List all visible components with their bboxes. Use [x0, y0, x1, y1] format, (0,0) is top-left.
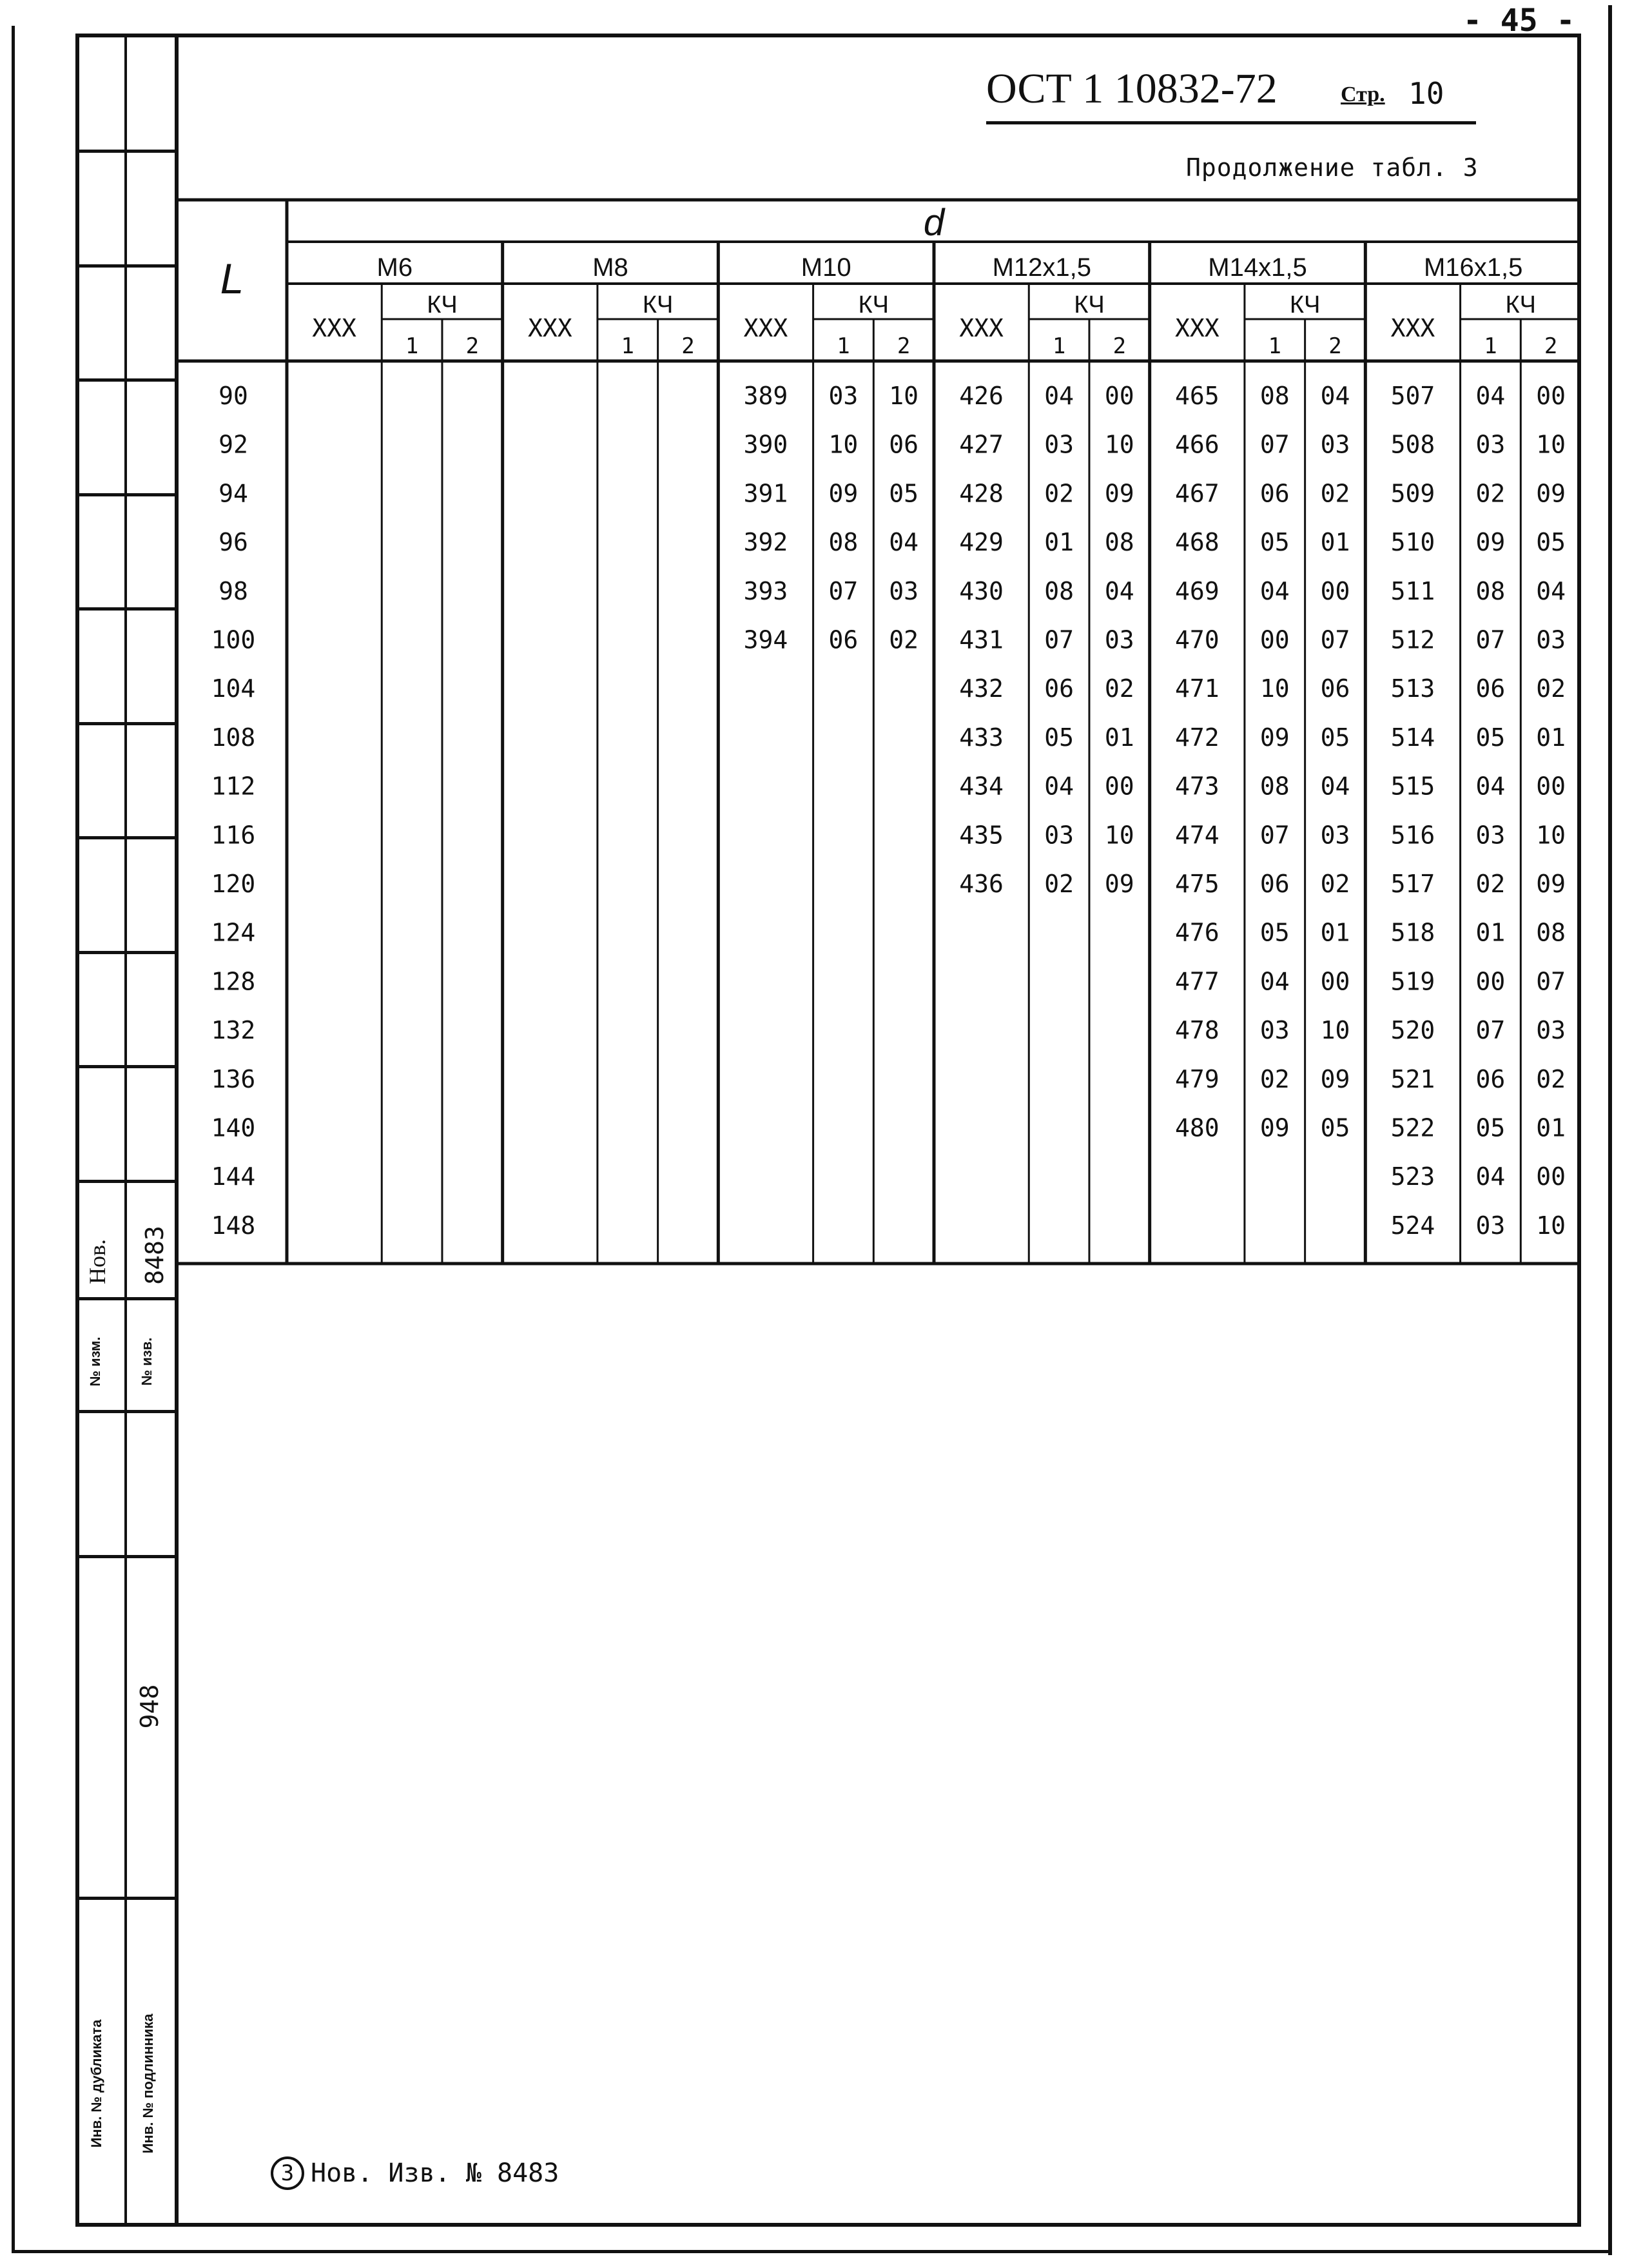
cell-kch1-value: 02 [1475, 479, 1506, 508]
cell-kch1-value: 04 [1044, 382, 1074, 410]
cell-kch1-value: 05 [1259, 528, 1290, 557]
cell-kch2-value: 07 [1536, 967, 1566, 996]
cell-kch1-value: 03 [828, 382, 859, 410]
row-l-value: 90 [219, 382, 248, 410]
cell-kch1-value: 05 [1044, 723, 1074, 752]
cell-xxx-value: 524 [1390, 1211, 1435, 1240]
size-header-6: М16x1,5 [1423, 253, 1523, 282]
cell-xxx-value: 392 [743, 528, 788, 557]
cell-kch1-value: 09 [828, 479, 859, 508]
cell-xxx-value: 517 [1390, 870, 1435, 898]
cell-xxx-value: 394 [743, 625, 788, 654]
cell-kch1-value: 06 [1475, 1064, 1506, 1093]
cell-xxx-value: 518 [1390, 918, 1435, 947]
kch-header-label: КЧ [1505, 291, 1537, 318]
cell-kch2-value: 01 [1104, 723, 1134, 752]
cell-xxx-value: 470 [1174, 625, 1220, 654]
table-continuation-title: Продолжение табл. 3 [1186, 153, 1479, 182]
cell-kch2-value: 05 [1536, 528, 1566, 557]
cell-kch1-value: 06 [1475, 674, 1506, 703]
cell-kch2-value: 00 [1320, 967, 1350, 996]
cell-kch2-value: 02 [889, 625, 919, 654]
cell-kch1-value: 02 [1044, 479, 1074, 508]
cell-kch2-value: 10 [1104, 430, 1134, 459]
cell-kch2-value: 02 [1104, 674, 1134, 703]
cell-kch1-value: 07 [1259, 821, 1290, 850]
cell-kch2-value: 00 [1320, 576, 1350, 605]
cell-kch2-value: 04 [1104, 576, 1134, 605]
cell-kch2-value: 05 [889, 479, 919, 508]
kch-sub-2-label: 2 [465, 333, 480, 359]
cell-xxx-value: 515 [1390, 772, 1435, 801]
cell-kch1-value: 09 [1475, 528, 1506, 557]
xxx-header-label: XXX [959, 314, 1004, 342]
kch-sub-1-label: 1 [837, 333, 850, 359]
kch-sub-1-label: 1 [1484, 333, 1497, 359]
size-header-3: М10 [801, 253, 851, 282]
cell-kch2-value: 09 [1536, 479, 1566, 508]
row-l-value: 148 [211, 1211, 256, 1240]
cell-kch1-value: 03 [1259, 1016, 1290, 1045]
cell-xxx-value: 522 [1390, 1113, 1435, 1142]
cell-kch2-value: 00 [1104, 772, 1134, 801]
cell-kch2-value: 01 [1320, 528, 1350, 557]
izm-label-1: № изм. [87, 1336, 103, 1387]
cell-kch1-value: 00 [1475, 967, 1506, 996]
cell-kch2-value: 02 [1536, 674, 1566, 703]
xxx-header-label: XXX [1390, 314, 1435, 342]
cell-kch2-value: 06 [889, 430, 919, 459]
cell-xxx-value: 475 [1174, 870, 1220, 898]
duplicate-label: Инв. № дубликата [88, 2019, 104, 2148]
cell-xxx-value: 507 [1390, 382, 1435, 410]
cell-xxx-value: 512 [1390, 625, 1435, 654]
cell-xxx-value: 519 [1390, 967, 1435, 996]
cell-kch1-value: 03 [1044, 430, 1074, 459]
cell-kch1-value: 06 [1044, 674, 1074, 703]
cell-kch1-value: 10 [828, 430, 859, 459]
kch-sub-1-label: 1 [1268, 333, 1282, 359]
cell-kch2-value: 01 [1320, 918, 1350, 947]
cell-xxx-value: 389 [743, 382, 788, 410]
cell-kch2-value: 06 [1320, 674, 1350, 703]
cell-kch1-value: 04 [1475, 1162, 1506, 1191]
xxx-header-label: XXX [312, 314, 356, 342]
cell-kch1-value: 03 [1044, 821, 1074, 850]
cell-xxx-value: 511 [1390, 576, 1435, 605]
cell-kch1-value: 06 [828, 625, 859, 654]
cell-kch1-value: 05 [1475, 723, 1506, 752]
cell-kch2-value: 02 [1320, 479, 1350, 508]
row-l-value: 124 [211, 918, 256, 947]
row-l-value: 112 [211, 772, 256, 801]
cell-kch2-value: 03 [1320, 821, 1350, 850]
cell-kch2-value: 10 [1536, 821, 1566, 850]
cell-xxx-value: 469 [1174, 576, 1220, 605]
cell-xxx-value: 479 [1174, 1064, 1220, 1093]
duplicate-value: 948 [135, 1684, 164, 1729]
cell-xxx-value: 465 [1174, 382, 1220, 410]
cell-kch1-value: 08 [1044, 576, 1074, 605]
row-l-value: 96 [219, 528, 248, 557]
cell-kch1-value: 06 [1259, 870, 1290, 898]
cell-kch2-value: 03 [1536, 1016, 1566, 1045]
cell-kch1-value: 01 [1044, 528, 1074, 557]
row-l-value: 128 [211, 967, 256, 996]
cell-kch2-value: 04 [1320, 772, 1350, 801]
cell-kch1-value: 04 [1475, 382, 1506, 410]
cell-kch1-value: 07 [828, 576, 859, 605]
kch-sub-2-label: 2 [897, 333, 911, 359]
izm-label-2: № изв. [139, 1337, 155, 1386]
cell-kch1-value: 07 [1475, 625, 1506, 654]
cell-xxx-value: 508 [1390, 430, 1435, 459]
xxx-header-label: XXX [743, 314, 788, 342]
cell-kch1-value: 00 [1259, 625, 1290, 654]
cell-kch2-value: 03 [1536, 625, 1566, 654]
cell-kch2-value: 04 [889, 528, 919, 557]
cell-xxx-value: 429 [959, 528, 1004, 557]
d-header-label: d [923, 202, 945, 244]
cell-kch2-value: 08 [1536, 918, 1566, 947]
cell-kch2-value: 01 [1536, 723, 1566, 752]
cell-kch2-value: 04 [1536, 576, 1566, 605]
revision-note-text: Нов. Изв. № 8483 [311, 2158, 559, 2188]
cell-xxx-value: 516 [1390, 821, 1435, 850]
cell-kch2-value: 08 [1104, 528, 1134, 557]
cell-xxx-value: 523 [1390, 1162, 1435, 1191]
cell-xxx-value: 433 [959, 723, 1004, 752]
row-l-value: 140 [211, 1113, 256, 1142]
cell-kch2-value: 01 [1536, 1113, 1566, 1142]
page-number: - 45 - [1463, 3, 1575, 39]
page-label: Стр. [1341, 83, 1385, 106]
kch-sub-1-label: 1 [621, 333, 635, 359]
cell-xxx-value: 391 [743, 479, 788, 508]
cell-kch2-value: 00 [1536, 382, 1566, 410]
revision-note [271, 2156, 559, 2190]
cell-kch2-value: 02 [1536, 1064, 1566, 1093]
cell-kch1-value: 09 [1259, 723, 1290, 752]
cell-xxx-value: 393 [743, 576, 788, 605]
cell-kch1-value: 03 [1475, 1211, 1506, 1240]
cell-kch1-value: 02 [1475, 870, 1506, 898]
cell-kch1-value: 04 [1259, 967, 1290, 996]
kch-sub-2-label: 2 [1328, 333, 1342, 359]
kch-sub-2-label: 2 [1544, 333, 1558, 359]
cell-xxx-value: 432 [959, 674, 1004, 703]
row-l-value: 120 [211, 870, 256, 898]
cell-xxx-value: 521 [1390, 1064, 1435, 1093]
cell-kch1-value: 08 [828, 528, 859, 557]
l-header-label: L [220, 255, 244, 302]
cell-kch2-value: 00 [1536, 772, 1566, 801]
cell-xxx-value: 478 [1174, 1016, 1220, 1045]
cell-xxx-value: 434 [959, 772, 1004, 801]
row-l-value: 92 [219, 430, 248, 459]
cell-xxx-value: 466 [1174, 430, 1220, 459]
cell-kch1-value: 08 [1475, 576, 1506, 605]
cell-xxx-value: 520 [1390, 1016, 1435, 1045]
size-header-4: М12x1,5 [992, 253, 1092, 282]
cell-kch2-value: 00 [1104, 382, 1134, 410]
kch-sub-2-label: 2 [681, 333, 695, 359]
cell-xxx-value: 472 [1174, 723, 1220, 752]
xxx-header-label: XXX [527, 314, 572, 342]
cell-kch1-value: 08 [1259, 382, 1290, 410]
cell-xxx-value: 468 [1174, 528, 1220, 557]
cell-xxx-value: 514 [1390, 723, 1435, 752]
cell-kch1-value: 06 [1259, 479, 1290, 508]
cell-kch1-value: 02 [1044, 870, 1074, 898]
cell-xxx-value: 431 [959, 625, 1004, 654]
cell-kch2-value: 05 [1320, 723, 1350, 752]
cell-kch1-value: 07 [1475, 1016, 1506, 1045]
cell-kch1-value: 04 [1044, 772, 1074, 801]
cell-kch1-value: 07 [1044, 625, 1074, 654]
cell-kch2-value: 07 [1320, 625, 1350, 654]
cell-kch1-value: 08 [1259, 772, 1290, 801]
cell-xxx-value: 477 [1174, 967, 1220, 996]
cell-kch2-value: 00 [1536, 1162, 1566, 1191]
cell-xxx-value: 474 [1174, 821, 1220, 850]
cell-xxx-value: 435 [959, 821, 1004, 850]
row-l-value: 94 [219, 479, 248, 508]
cell-kch1-value: 04 [1259, 576, 1290, 605]
cell-kch1-value: 05 [1475, 1113, 1506, 1142]
cell-kch1-value: 10 [1259, 674, 1290, 703]
kch-sub-1-label: 1 [1052, 333, 1066, 359]
cell-kch1-value: 02 [1259, 1064, 1290, 1093]
cell-kch1-value: 01 [1475, 918, 1506, 947]
cell-kch1-value: 07 [1259, 430, 1290, 459]
cell-kch2-value: 09 [1104, 870, 1134, 898]
row-l-value: 100 [211, 625, 256, 654]
kch-header-label: КЧ [858, 291, 889, 318]
cell-kch2-value: 09 [1104, 479, 1134, 508]
cell-kch2-value: 05 [1320, 1113, 1350, 1142]
cell-kch2-value: 03 [889, 576, 919, 605]
cell-xxx-value: 480 [1174, 1113, 1220, 1142]
size-header-5: М14x1,5 [1208, 253, 1307, 282]
original-label: Инв. № подлинника [140, 2013, 156, 2154]
cell-kch2-value: 09 [1320, 1064, 1350, 1093]
page-value: 10 [1408, 76, 1444, 111]
cell-xxx-value: 510 [1390, 528, 1435, 557]
size-header-2: М8 [592, 253, 628, 282]
cell-xxx-value: 509 [1390, 479, 1435, 508]
cell-xxx-value: 471 [1174, 674, 1220, 703]
size-header-1: М6 [376, 253, 413, 282]
kch-header-label: КЧ [427, 291, 458, 318]
cell-xxx-value: 473 [1174, 772, 1220, 801]
cell-kch2-value: 04 [1320, 382, 1350, 410]
cell-kch2-value: 02 [1320, 870, 1350, 898]
xxx-header-label: XXX [1174, 314, 1220, 342]
kch-sub-1-label: 1 [405, 333, 419, 359]
cell-kch2-value: 10 [889, 382, 919, 410]
cell-xxx-value: 476 [1174, 918, 1220, 947]
cell-xxx-value: 428 [959, 479, 1004, 508]
cell-xxx-value: 390 [743, 430, 788, 459]
cell-kch2-value: 09 [1536, 870, 1566, 898]
row-l-value: 136 [211, 1064, 256, 1093]
cell-xxx-value: 513 [1390, 674, 1435, 703]
cell-kch1-value: 05 [1259, 918, 1290, 947]
cell-xxx-value: 426 [959, 382, 1004, 410]
row-l-value: 132 [211, 1016, 256, 1045]
cell-kch2-value: 10 [1104, 821, 1134, 850]
row-l-value: 108 [211, 723, 256, 752]
row-l-value: 144 [211, 1162, 256, 1191]
row-l-value: 104 [211, 674, 256, 703]
cell-kch2-value: 10 [1536, 430, 1566, 459]
cell-kch2-value: 03 [1320, 430, 1350, 459]
kch-header-label: КЧ [1074, 291, 1105, 318]
nov-label: Нов. [84, 1239, 110, 1284]
cell-kch2-value: 10 [1536, 1211, 1566, 1240]
cell-kch2-value: 10 [1320, 1016, 1350, 1045]
cell-kch1-value: 03 [1475, 821, 1506, 850]
document-code: ОСТ 1 10832-72 [986, 65, 1278, 112]
revision-circle-number: 3 [271, 2156, 304, 2190]
kch-header-label: КЧ [642, 291, 674, 318]
cell-kch2-value: 03 [1104, 625, 1134, 654]
kch-header-label: КЧ [1289, 291, 1321, 318]
row-l-value: 116 [211, 821, 256, 850]
cell-xxx-value: 427 [959, 430, 1004, 459]
izm-value: 8483 [141, 1226, 169, 1285]
cell-kch1-value: 04 [1475, 772, 1506, 801]
row-l-value: 98 [219, 576, 248, 605]
kch-sub-2-label: 2 [1113, 333, 1127, 359]
cell-kch1-value: 09 [1259, 1113, 1290, 1142]
cell-kch1-value: 03 [1475, 430, 1506, 459]
cell-xxx-value: 430 [959, 576, 1004, 605]
cell-xxx-value: 436 [959, 870, 1004, 898]
cell-xxx-value: 467 [1174, 479, 1220, 508]
